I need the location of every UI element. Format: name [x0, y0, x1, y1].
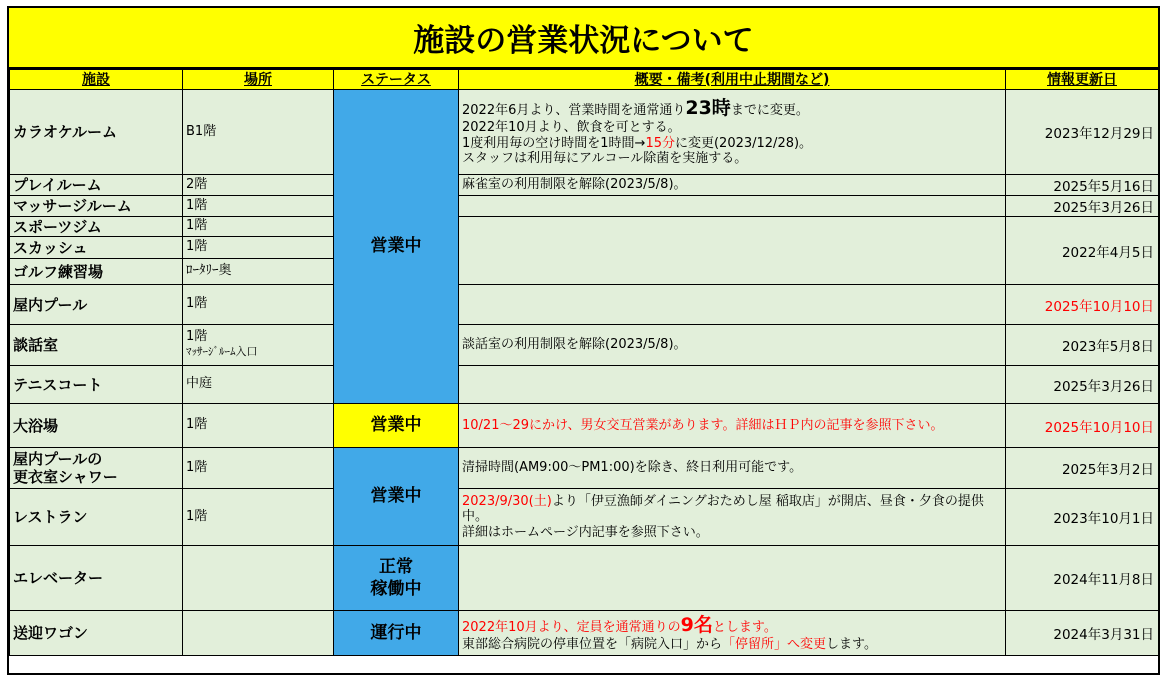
facility-place: 1階 ﾏｯｻｰｼﾞﾙｰﾑ入口: [183, 325, 334, 366]
table-row: [10, 489, 1159, 546]
facility-place: 1階: [183, 448, 334, 489]
facility-status-sheet: [7, 6, 1160, 675]
updated-date: 2023年10月1日: [1006, 489, 1159, 546]
table-row: [10, 611, 1159, 656]
facility-notes: [459, 546, 1006, 611]
facility-name: スカッシュ: [10, 237, 183, 259]
table-row: [10, 217, 1159, 237]
facility-notes: [459, 217, 1006, 285]
header-row: [10, 70, 1159, 90]
facility-place: 2階: [183, 175, 334, 196]
facility-place: [183, 611, 334, 656]
updated-date: 2025年3月26日: [1006, 196, 1159, 217]
page-title: 施設の営業状況について: [9, 8, 1158, 69]
status-badge: 営業中: [334, 404, 459, 448]
facility-notes: 2023/9/30(土)より「伊豆漁師ダイニングおためし屋 稲取店」が開店、昼食・夕食の提供中。 詳細はホームページ内記事を参照下さい。: [459, 489, 1006, 546]
table-row: [10, 285, 1159, 325]
updated-date: 2023年5月8日: [1006, 325, 1159, 366]
facility-place: 1階: [183, 404, 334, 448]
header-place: 場所: [183, 70, 334, 90]
updated-date: 2025年3月2日: [1006, 448, 1159, 489]
facility-place: 1階: [183, 217, 334, 237]
updated-date: 2024年3月31日: [1006, 611, 1159, 656]
facility-place: 1階: [183, 489, 334, 546]
table-row: [10, 366, 1159, 404]
updated-date: 2025年10月10日: [1006, 285, 1159, 325]
facility-name: マッサージルーム: [10, 196, 183, 217]
updated-date: 2025年5月16日: [1006, 175, 1159, 196]
table-row: [10, 546, 1159, 611]
facility-place: 中庭: [183, 366, 334, 404]
table-row: [10, 325, 1159, 366]
status-badge: 正常 稼働中: [334, 546, 459, 611]
facility-place: B1階: [183, 90, 334, 175]
facility-name: スポーツジム: [10, 217, 183, 237]
facility-name: 屋内プールの 更衣室シャワー: [10, 448, 183, 489]
header-notes: 概要・備考(利用中止期間など): [459, 70, 1006, 90]
facility-name: 談話室: [10, 325, 183, 366]
facility-notes: [459, 366, 1006, 404]
facility-notes: 麻雀室の利用制限を解除(2023/5/8)。: [459, 175, 1006, 196]
facility-notes: 清掃時間(AM9:00～PM1:00)を除き、終日利用可能です。: [459, 448, 1006, 489]
facility-place: 1階: [183, 285, 334, 325]
table-row: [10, 448, 1159, 489]
facility-notes: 2022年10月より、定員を通常通りの9名とします。 東部総合病院の停車位置を「病院入口」から「停留所」へ変更します。: [459, 611, 1006, 656]
facility-name: エレベーター: [10, 546, 183, 611]
facility-notes: 10/21～29にかけ、男女交互営業があります。詳細はＨＰ内の記事を参照下さい。: [459, 404, 1006, 448]
table-row: [10, 175, 1159, 196]
facility-name: 大浴場: [10, 404, 183, 448]
updated-date: 2025年10月10日: [1006, 404, 1159, 448]
table-row: [10, 90, 1159, 175]
facility-place: 1階: [183, 237, 334, 259]
facility-name: テニスコート: [10, 366, 183, 404]
status-badge: 運行中: [334, 611, 459, 656]
facility-name: レストラン: [10, 489, 183, 546]
facility-notes: [459, 285, 1006, 325]
updated-date: 2024年11月8日: [1006, 546, 1159, 611]
facility-place: 1階: [183, 196, 334, 217]
facility-name: カラオケルーム: [10, 90, 183, 175]
facility-table: [9, 69, 1159, 656]
facility-place: [183, 546, 334, 611]
facility-name: 送迎ワゴン: [10, 611, 183, 656]
header-updated: 情報更新日: [1006, 70, 1159, 90]
status-badge: 営業中: [334, 90, 459, 404]
updated-date: 2022年4月5日: [1006, 217, 1159, 285]
header-facility: 施設: [10, 70, 183, 90]
updated-date: 2023年12月29日: [1006, 90, 1159, 175]
status-badge: 営業中: [334, 448, 459, 546]
table-row: [10, 196, 1159, 217]
table-row: [10, 404, 1159, 448]
header-status: ステータス: [334, 70, 459, 90]
facility-notes: [459, 196, 1006, 217]
facility-name: ゴルフ練習場: [10, 259, 183, 285]
facility-notes: 談話室の利用制限を解除(2023/5/8)。: [459, 325, 1006, 366]
updated-date: 2025年3月26日: [1006, 366, 1159, 404]
facility-name: プレイルーム: [10, 175, 183, 196]
facility-notes: 2022年6月より、営業時間を通常通り23時までに変更。 2022年10月より、飲食を可とする。 1度利用毎の空け時間を1時間→15分に変更(2023/12/28)。 スタッフは利用毎にアルコール除菌を実施する。: [459, 90, 1006, 175]
facility-place: ﾛｰﾀﾘｰ奥: [183, 259, 334, 285]
facility-name: 屋内プール: [10, 285, 183, 325]
